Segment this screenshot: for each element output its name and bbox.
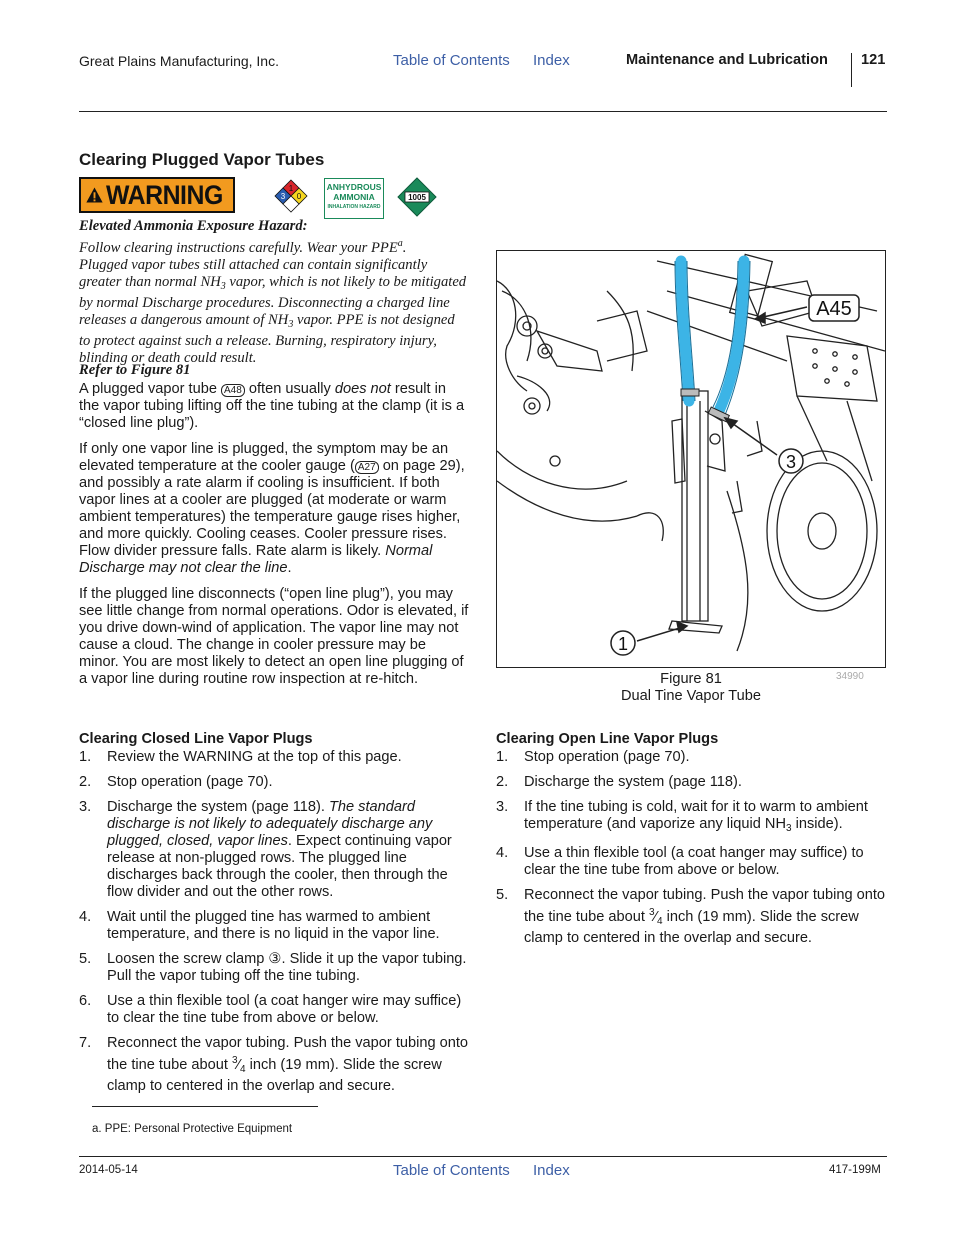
label-a45: A45 bbox=[816, 298, 852, 320]
callout-a27: A27 bbox=[355, 461, 379, 474]
warning-ppe-line: Follow clearing instructions carefully. Wear your PPE$^a$. bbox=[79, 238, 407, 256]
closed-line-steps bbox=[79, 749, 471, 1103]
list-item: 1. Review the WARNING at the top of this page. bbox=[79, 749, 402, 765]
header-divider bbox=[851, 53, 852, 87]
warning-banner bbox=[79, 177, 235, 213]
list-item: 2. Stop operation (page 70). bbox=[79, 774, 273, 790]
header-rule bbox=[79, 111, 887, 112]
paragraph-3: If the plugged line disconnects (“open line plug”), you may see little change from normal operations. Odor is elevated, if you drive down-wind of application. The vapor line may not cause a cloud. The change in cooler pressure may be minor. You are most likely to detect an open line plugging of a vapor line during routine row inspection at re-hitch. bbox=[79, 586, 469, 687]
list-item: 4. Use a thin flexible tool (a coat hanger may suffice) to clear the tine tube from above or below. bbox=[496, 845, 864, 878]
list-item: 4. Wait until the plugged tine has warmed to ambient temperature, and there is no liquid in the vapor line. bbox=[79, 909, 440, 942]
figure-code: 34990 bbox=[836, 671, 864, 682]
company-name: Great Plains Manufacturing, Inc. bbox=[79, 53, 279, 69]
paragraph-1: A plugged vapor tube A48 often usually does not result in the vapor tubing lifting off the tine tubing at the clamp (it is a “closed line plug”). bbox=[79, 381, 465, 431]
ammonia-label-line1: ANHYDROUS bbox=[326, 182, 382, 192]
section-name: Maintenance and Lubrication bbox=[626, 52, 828, 68]
nfpa-diamond-icon bbox=[274, 179, 308, 213]
nfpa-reactivity: 0 bbox=[296, 192, 302, 201]
open-line-heading: Clearing Open Line Vapor Plugs bbox=[496, 731, 719, 747]
left-body bbox=[79, 381, 469, 697]
open-line-steps bbox=[496, 749, 888, 955]
doc-number: 417-199M bbox=[829, 1164, 881, 1176]
figure-81 bbox=[496, 250, 886, 668]
list-item: 1. Stop operation (page 70). bbox=[496, 749, 690, 765]
warning-detail: Plugged vapor tubes still attached can contain significantly greater than normal $NH_3$ vapor, which is not likely to be mitigated by normal Discharge procedures. Disconnecting a charged line releases a dangerous amount of $NH_3$ vapor. PPE is not designed to protect against such a release. Burning, respiratory injury, blinding or death could result. bbox=[79, 257, 467, 366]
list-item: 5. Reconnect the vapor tubing. Push the vapor tubing onto the tine tube about $^3⁄_4$ inch (19 mm). Slide the screw clamp to centered in the overlap and secure. bbox=[496, 887, 886, 946]
list-item: 6. Use a thin flexible tool (a coat hanger wire may suffice) to clear the tine tube from above or below. bbox=[79, 993, 462, 1026]
dual-tine-illustration bbox=[497, 251, 885, 667]
figure-title: Dual Tine Vapor Tube bbox=[620, 688, 762, 704]
warning-body bbox=[79, 218, 469, 367]
nfpa-health: 3 bbox=[280, 192, 286, 201]
warning-text: WARNING bbox=[106, 179, 223, 210]
label-3: 3 bbox=[785, 452, 797, 472]
footnote-rule bbox=[92, 1106, 318, 1107]
callout-a48: A48 bbox=[221, 384, 245, 397]
refer-figure: Refer to Figure 81 bbox=[79, 362, 191, 378]
list-item: 3. If the tine tubing is cold, wait for it to warm to ambient temperature (and vaporize any liquid $NH_3$ inside). bbox=[496, 799, 868, 834]
list-item: 3. Discharge the system (page 118). The standard discharge is not likely to adequately discharge any plugged, closed, vapor lines. Expect continuing vapor release at non-plugged rows. The plugged line discharges back through the cooler, then through the flow divider and out the other rows. bbox=[79, 799, 452, 900]
list-item: 7. Reconnect the vapor tubing. Push the vapor tubing onto the tine tube about $^3⁄_4$ inch (19 mm). Slide the screw clamp to centered in the overlap and secure. bbox=[79, 1035, 469, 1094]
section-title: Clearing Plugged Vapor Tubes bbox=[79, 150, 325, 169]
nfpa-flammability: 1 bbox=[288, 184, 294, 193]
list-item: 2. Discharge the system (page 118). bbox=[496, 774, 742, 790]
anhydrous-ammonia-label bbox=[324, 178, 384, 219]
closed-line-heading: Clearing Closed Line Vapor Plugs bbox=[79, 731, 313, 747]
un-number: 1005 bbox=[408, 193, 426, 203]
figure-caption bbox=[496, 671, 886, 705]
header-index-link[interactable]: Index bbox=[533, 52, 570, 69]
ammonia-label-line3: INHALATION HAZARD bbox=[327, 204, 381, 210]
footer-date: 2014-05-14 bbox=[79, 1164, 138, 1176]
page-number: 121 bbox=[861, 52, 886, 68]
figure-number: Figure 81 bbox=[660, 671, 722, 687]
label-1: 1 bbox=[617, 634, 629, 654]
paragraph-2: If only one vapor line is plugged, the symptom may be an elevated temperature at the cooler gauge ( A27 on page 29), and possibly a rate alarm if cooling is insufficient. If both vapor lines at a cooler are plugged (at moderate or warm ambient temperatures) the temperature gauge rises higher, and more quickly. Cooling ceases. Cooler pressure rises. Flow divider pressure falls. Rate alarm is likely. Normal Discharge may not clear the line. bbox=[79, 441, 465, 576]
footer-toc-link[interactable]: Table of Contents bbox=[393, 1162, 510, 1179]
un-placard-icon bbox=[397, 177, 437, 217]
list-item: 5. Loosen the screw clamp ③. Slide it up the vapor tubing. Pull the vapor tubing off the tine tubing. bbox=[79, 951, 467, 984]
footnote: a. PPE: Personal Protective Equipment bbox=[92, 1123, 293, 1135]
ammonia-label-line2: AMMONIA bbox=[333, 192, 375, 202]
footnote-ref[interactable]: a bbox=[397, 238, 403, 249]
header-toc-link[interactable]: Table of Contents bbox=[393, 52, 510, 69]
footer-rule bbox=[79, 1156, 887, 1157]
hazard-title: Elevated Ammonia Exposure Hazard: bbox=[79, 218, 308, 234]
alert-triangle-icon bbox=[85, 182, 104, 208]
footer-index-link[interactable]: Index bbox=[533, 1162, 570, 1179]
